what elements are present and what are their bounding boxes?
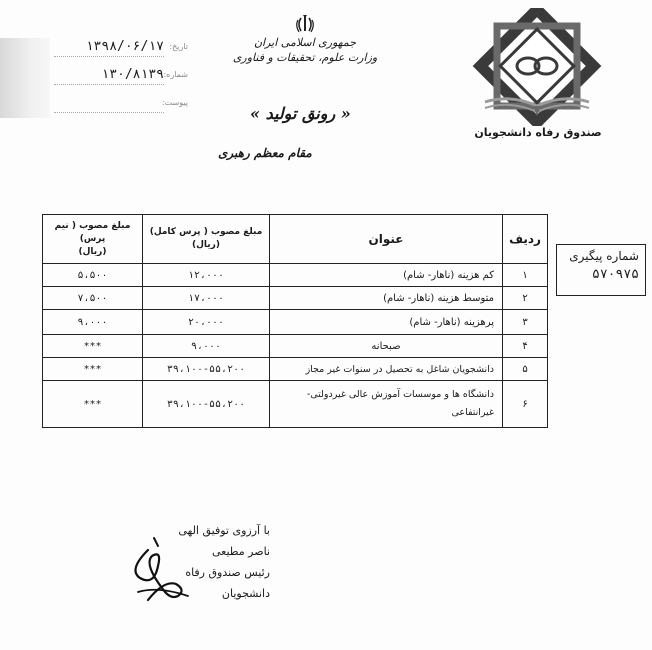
header-row-number: ردیف — [503, 215, 548, 264]
row-full-amount: ۳۹،۱۰۰-۵۵،۲۰۰ — [143, 381, 270, 428]
row-half-amount: ۷،۵۰۰ — [43, 287, 143, 310]
tracking-number: ۵۷۰۹۷۵ — [592, 267, 639, 282]
leader-attribution: مقام معظم رهبری — [218, 146, 312, 160]
row-number: ۱ — [503, 264, 548, 287]
scan-edge-shadow — [0, 38, 50, 118]
number-value: ۱۳۰/۸۱۳۹ — [101, 67, 164, 82]
row-half-amount: *** — [43, 358, 143, 381]
row-title: متوسط هزینه (ناهار- شام) — [270, 287, 503, 310]
row-full-amount: ۱۲،۰۰۰ — [143, 264, 270, 287]
attachment-dotted-line — [54, 112, 164, 113]
slogan: « رونق تولید » — [250, 104, 351, 123]
row-full-amount: ۳۹،۱۰۰-۵۵،۲۰۰ — [143, 358, 270, 381]
row-number: ۲ — [503, 287, 548, 310]
row-number: ۴ — [503, 335, 548, 358]
row-number: ۳ — [503, 310, 548, 335]
row-half-amount: *** — [43, 381, 143, 428]
row-half-amount: ۵،۵۰۰ — [43, 264, 143, 287]
closing-wish: با آرزوی توفیق الهی — [178, 524, 270, 537]
date-label: تاریخ: — [169, 42, 188, 51]
signer-name: ناصر مطیعی — [211, 545, 270, 558]
date-field — [60, 39, 188, 60]
closing-block — [150, 520, 270, 604]
row-full-amount: ۹،۰۰۰ — [143, 335, 270, 358]
table-row — [43, 310, 548, 335]
header-full-portion — [143, 215, 270, 264]
logo-caption: صندوق رفاه دانشجویان — [474, 126, 602, 139]
ministry-line1: جمهوری اسلامی ایران — [253, 36, 357, 49]
row-title: صبحانه — [270, 335, 503, 358]
header-half-portion — [43, 215, 143, 264]
ministry-header — [220, 14, 390, 64]
row-title: کم هزینه (ناهار- شام) — [270, 264, 503, 287]
attachment-label: پیوست: — [161, 98, 188, 107]
header-half-line1: مبلغ مصوب ( نیم پرس) — [54, 220, 131, 244]
header-full-line2: (ریال) — [192, 240, 220, 250]
date-dotted-line — [54, 56, 164, 57]
number-field — [60, 67, 188, 88]
date-value: ۱۳۹۸/۰۶/۱۷ — [85, 39, 164, 54]
attachment-field — [60, 98, 188, 116]
table-row — [43, 381, 548, 428]
row-title: دانشجویان شاغل به تحصیل در سنوات غیر مجاز — [270, 358, 503, 381]
number-dotted-line — [54, 84, 164, 85]
table-header-row — [43, 215, 548, 264]
signer-position: رئیس صندوق رفاه دانشجویان — [185, 566, 270, 600]
row-half-amount: ۹،۰۰۰ — [43, 310, 143, 335]
tracking-number-box — [556, 244, 646, 296]
row-number: ۶ — [503, 381, 548, 428]
table-row — [43, 264, 548, 287]
ministry-line2: وزارت علوم، تحقیقات و فناوری — [232, 51, 378, 64]
row-number: ۵ — [503, 358, 548, 381]
table-row — [43, 335, 548, 358]
row-title: پرهزینه (ناهار- شام) — [270, 310, 503, 335]
student-welfare-fund-logo — [472, 8, 602, 126]
row-title: دانشگاه ها و موسسات آموزش عالی غیردولتی- غیرانتفاعی — [270, 381, 503, 428]
number-label: شماره: — [163, 70, 188, 79]
table-row — [43, 358, 548, 381]
row-full-amount: ۱۷،۰۰۰ — [143, 287, 270, 310]
table-row — [43, 287, 548, 310]
row-full-amount: ۲۰،۰۰۰ — [143, 310, 270, 335]
header-title: عنوان — [270, 215, 503, 264]
iran-emblem-icon — [294, 14, 316, 34]
tracking-label: شماره پیگیری — [569, 249, 639, 263]
row-half-amount: *** — [43, 335, 143, 358]
header-full-line1: مبلغ مصوب ( پرس کامل) — [149, 227, 263, 237]
header-half-line2: (ریال) — [78, 246, 107, 257]
meal-fee-table — [42, 214, 548, 428]
